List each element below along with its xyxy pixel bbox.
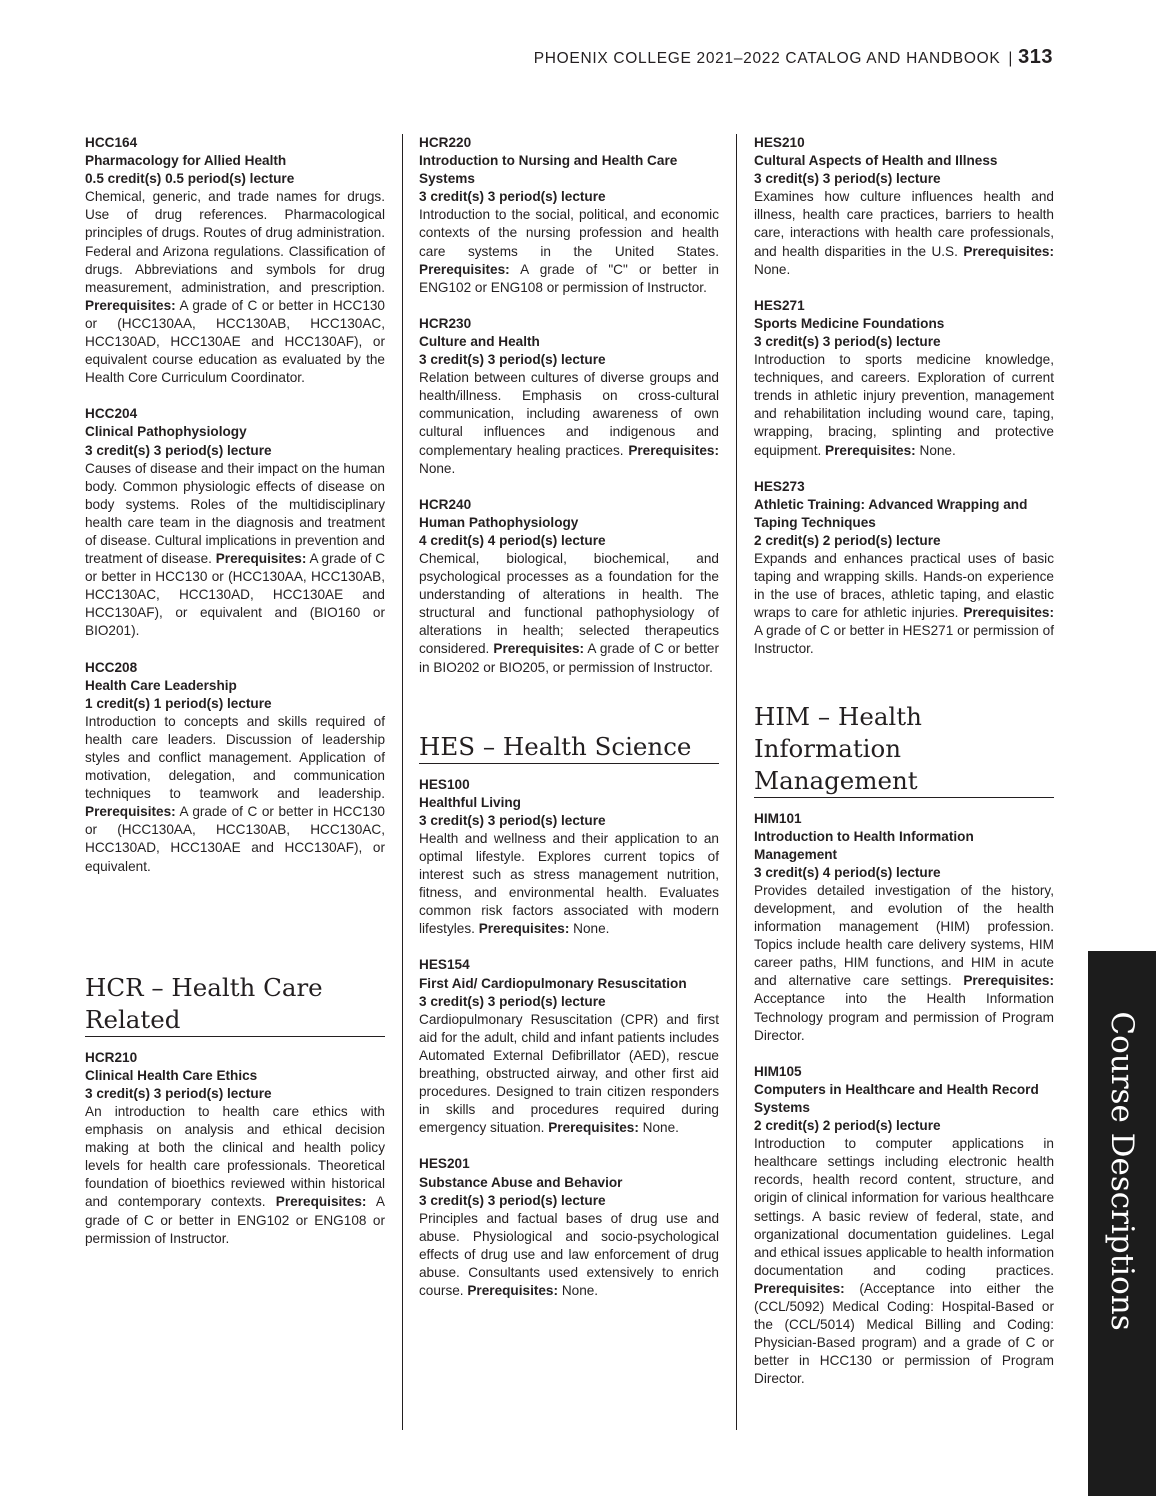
course-credits: 3 credit(s) 3 period(s) lecture [419, 993, 606, 1009]
prerequisites-text: None. [573, 921, 610, 937]
course-title: Health Care Leadership [85, 677, 237, 693]
course-title: Substance Abuse and Behavior [419, 1174, 623, 1190]
course-credits: 3 credit(s) 4 period(s) lecture [754, 864, 941, 880]
course-entry [754, 134, 1054, 279]
description-text: Examines how culture influences health and illness, health care practices, barriers to health care, interactions with health care professionals, and health disparities in the U.S. [754, 189, 1054, 259]
course-entry [754, 810, 1054, 1045]
prerequisites-label: Prerequisites: [419, 261, 510, 277]
course-code: HCR240 [419, 496, 472, 512]
course-description [419, 1210, 719, 1300]
course-code: HIM101 [754, 810, 802, 826]
course-credits: 3 credit(s) 3 period(s) lecture [419, 812, 606, 828]
description-text: Introduction to sports medicine knowledge, techniques, and careers. Exploration of current trends in athletic injury prevention, management and rehabilitation including wound care, taping, wrapping, bracing, splinting and protective equipment. [754, 352, 1054, 458]
prerequisites-label: Prerequisites: [628, 442, 719, 458]
course-entry [85, 659, 385, 876]
column-1 [85, 134, 385, 1248]
prerequisites-label: Prerequisites: [548, 1120, 639, 1136]
course-code: HCR220 [419, 135, 472, 150]
description-text: Introduction to the social, political, and economic contexts of the nursing profession and health care systems in the United States. [419, 207, 719, 259]
prerequisites-label: Prerequisites: [493, 641, 585, 657]
course-code: HES273 [754, 478, 805, 494]
course-title: Clinical Health Care Ethics [85, 1067, 258, 1083]
course-title: Introduction to Nursing and Health Care Systems [419, 153, 678, 187]
prerequisites-text: None. [754, 261, 791, 277]
course-description [419, 830, 719, 939]
course-description [754, 882, 1054, 1045]
page-header [534, 46, 1053, 69]
description-text: Chemical, generic, and trade names for drugs. Use of drug references. Pharmacological principles of drugs. Routes of drug administration. Federal and Arizona regulations. Classification of drugs. Abbreviations and symbols for drug measurement, administration, and prescription. [85, 189, 385, 295]
course-description [85, 1103, 385, 1248]
prerequisites-text: A grade of C or better in HES271 or permission of Instructor. [754, 623, 1054, 657]
page-number: 313 [1018, 46, 1053, 68]
course-credits: 3 credit(s) 3 period(s) lecture [419, 189, 606, 205]
course-code: HES271 [754, 297, 805, 313]
description-text: Chemical, biological, biochemical, and psychological processes as a foundation for the understanding of alterations in health. The structural and functional pathophysiology of alterations in health; selected therapeutics considered. [419, 550, 719, 657]
description-text: Health and wellness and their application to an optimal lifestyle. Explores current topics of interest such as stress management nutrition, fitness, and environmental health. Evaluates common risk factors associated with modern lifestyles. [419, 830, 719, 937]
catalog-title: PHOENIX COLLEGE 2021–2022 CATALOG AND HANDBOOK [533, 50, 1001, 67]
course-title: Sports Medicine Foundations [754, 315, 945, 331]
prerequisites-text: A grade of C or better in HCC130 or (HCC130AA, HCC130AB, HCC130AC, HCC130AD, HCC130AE and HCC130AF), or equivalent course education as evaluated by the Health Core Curriculum Coordinator. [85, 297, 385, 386]
description-text: Provides detailed investigation of the history, development, and evolution of the health information management (HIM) profession. Topics include health care delivery systems, HIM career paths, HIM functions, and HIM in acute and alternative care settings. [754, 882, 1054, 989]
course-title: Athletic Training: Advanced Wrapping and Taping Techniques [754, 496, 1028, 530]
prerequisites-text: None. [419, 460, 456, 476]
course-description [419, 369, 719, 478]
course-entry [419, 1155, 719, 1300]
prerequisites-label: Prerequisites: [963, 973, 1054, 989]
course-code: HES201 [419, 1156, 470, 1172]
prerequisites-label: Prerequisites: [825, 442, 916, 458]
course-credits: 4 credit(s) 4 period(s) lecture [419, 532, 606, 548]
column-divider [402, 134, 403, 1430]
description-text: Introduction to concepts and skills required of health care leaders. Discussion of leadership styles and conflict management. Application of motivation, delegation, and communication techniques to teamwork and leadership. [85, 713, 385, 802]
course-code: HES210 [754, 135, 805, 150]
course-description [754, 351, 1054, 460]
description-text: Principles and factual bases of drug use and abuse. Physiological and socio-psychological effects of drug use and law enforcement of drug abuse. Consultants used extensively to enrich course. [419, 1210, 719, 1299]
description-text: An introduction to health care ethics with emphasis on analysis and ethical decision making at both the clinical and health policy levels for health care professionals. Theoretical foundation of bioethics reviewed within historical and contemporary contexts. [85, 1103, 385, 1210]
course-credits: 3 credit(s) 3 period(s) lecture [419, 352, 606, 368]
course-entry [419, 134, 719, 297]
course-credits: 0.5 credit(s) 0.5 period(s) lecture [85, 171, 295, 187]
prerequisites-label: Prerequisites: [754, 1280, 845, 1296]
course-entry [419, 776, 719, 939]
prerequisites-text: Acceptance into the Health Information Technology program and permission of Program Director. [754, 991, 1054, 1043]
section-side-tab [1088, 951, 1156, 1496]
course-credits: 2 credit(s) 2 period(s) lecture [754, 1118, 941, 1134]
course-entry [754, 297, 1054, 460]
course-code: HCC164 [85, 135, 138, 150]
course-code: HCC204 [85, 406, 138, 422]
course-code: HES154 [419, 957, 470, 973]
course-title: Culture and Health [419, 333, 540, 349]
prerequisites-label: Prerequisites: [275, 1194, 367, 1210]
prerequisites-text: None. [919, 442, 956, 458]
course-code: HCR210 [85, 1049, 138, 1065]
course-title: Pharmacology for Allied Health [85, 153, 287, 169]
course-credits: 1 credit(s) 1 period(s) lecture [85, 695, 272, 711]
course-title: Healthful Living [419, 794, 521, 810]
course-entry [754, 1063, 1054, 1389]
course-title: Introduction to Health Information Management [754, 828, 974, 862]
course-description [85, 713, 385, 876]
course-code: HIM105 [754, 1063, 802, 1079]
course-description [419, 550, 719, 677]
prerequisites-text: (Acceptance into either the (CCL/5092) Medical Coding: Hospital-Based or the (CCL/5014) Medical Billing and Coding: Physician-Based program) and a grade of C or better in HCC130 or permission of Program Director. [754, 1280, 1054, 1387]
column-divider [736, 134, 737, 1430]
course-description [85, 460, 385, 641]
course-title: Human Pathophysiology [419, 514, 579, 530]
course-entry [85, 1049, 385, 1248]
header-separator: | [1008, 50, 1014, 67]
course-credits: 3 credit(s) 3 period(s) lecture [419, 1192, 606, 1208]
prerequisites-label: Prerequisites: [963, 605, 1054, 621]
prerequisites-label: Prerequisites: [467, 1283, 559, 1299]
course-title: Cultural Aspects of Health and Illness [754, 153, 998, 169]
course-description [419, 1011, 719, 1138]
prerequisites-label: Prerequisites: [85, 297, 176, 313]
course-entry [419, 496, 719, 677]
course-description [419, 206, 719, 296]
prerequisites-text: None. [642, 1120, 679, 1136]
description-text: Expands and enhances practical uses of basic taping and wrapping skills. Hands-on experience in the use of braces, athletic taping, and elastic wraps to care for athletic injuries. [754, 550, 1054, 621]
section-heading: HES – Health Science [419, 731, 719, 764]
prerequisites-text: A grade of C or better in HCC130 or (HCC130AA, HCC130AB, HCC130AC, HCC130AD, HCC130AE and HCC130AF), or equivalent. [85, 804, 385, 874]
description-text: Relation between cultures of diverse groups and health/illness. Emphasis on cross-cultural communication, including awareness of own cultural influences and indigenous and complementary healing practices. [419, 370, 719, 458]
prerequisites-text: A grade of C or better in BIO202 or BIO205, or permission of Instructor. [419, 641, 719, 675]
course-credits: 2 credit(s) 2 period(s) lecture [754, 532, 941, 548]
course-entry [85, 405, 385, 640]
course-credits: 3 credit(s) 3 period(s) lecture [754, 171, 941, 187]
prerequisites-text: A grade of C or better in ENG102 or ENG108 or permission of Instructor. [85, 1194, 385, 1246]
course-entry [754, 478, 1054, 659]
course-code: HES100 [419, 776, 470, 792]
course-title: Computers in Healthcare and Health Record Systems [754, 1081, 1039, 1115]
course-entry [419, 956, 719, 1137]
course-credits: 3 credit(s) 3 period(s) lecture [85, 1085, 272, 1101]
description-text: Cardiopulmonary Resuscitation (CPR) and first aid for the adult, child and infant patients includes Automated External Defibrillator (AED), rescue breathing, obstructed airway, and other first aid procedures. Designed to train citizen responders in skills and procedures required during emergency situation. [419, 1011, 719, 1136]
prerequisites-label: Prerequisites: [478, 921, 570, 937]
description-text: Introduction to computer applications in healthcare settings including electronic health records, health record content, structure, and origin of clinical information for various healthcare settings. A basic review of federal, state, and organizational documentation guidelines. Legal and ethical issues applicable to health information documentation and coding practices. [754, 1136, 1055, 1278]
course-description [754, 188, 1054, 278]
description-text: Causes of disease and their impact on the human body. Common physiologic effects of disease on body systems. Roles of the multidisciplinary health care team in the diagnosis and treatment of disease. Cultural implications in prevention and treatment of disease. [85, 460, 385, 567]
course-description [85, 188, 385, 387]
column-2 [419, 134, 719, 1300]
prerequisites-text: A grade of C or better in HCC130 or (HCC130AA, HCC130AB, HCC130AC, HCC130AD, HCC130AE and HCC130AF), or equivalent and (BIO160 or BIO201). [85, 551, 386, 639]
course-code: HCR230 [419, 315, 472, 331]
prerequisites-label: Prerequisites: [215, 551, 307, 567]
course-title: First Aid/ Cardiopulmonary Resuscitation [419, 975, 687, 991]
side-tab-label: Course Descriptions [1104, 1011, 1140, 1331]
course-title: Clinical Pathophysiology [85, 424, 247, 440]
course-code: HCC208 [85, 659, 138, 675]
course-entry [419, 315, 719, 478]
prerequisites-label: Prerequisites: [85, 804, 176, 820]
course-entry [85, 134, 385, 387]
section-heading: HCR – Health Care Related [85, 972, 385, 1037]
column-3 [754, 134, 1054, 1388]
course-description [754, 1135, 1054, 1388]
prerequisites-text: A grade of "C" or better in ENG102 or ENG108 or permission of Instructor. [419, 261, 719, 295]
course-credits: 3 credit(s) 3 period(s) lecture [85, 442, 272, 458]
course-credits: 3 credit(s) 3 period(s) lecture [754, 333, 941, 349]
prerequisites-text: None. [561, 1283, 599, 1299]
section-heading: HIM – Health Information Management [754, 701, 1054, 798]
course-description [754, 550, 1054, 659]
prerequisites-label: Prerequisites: [963, 243, 1054, 259]
